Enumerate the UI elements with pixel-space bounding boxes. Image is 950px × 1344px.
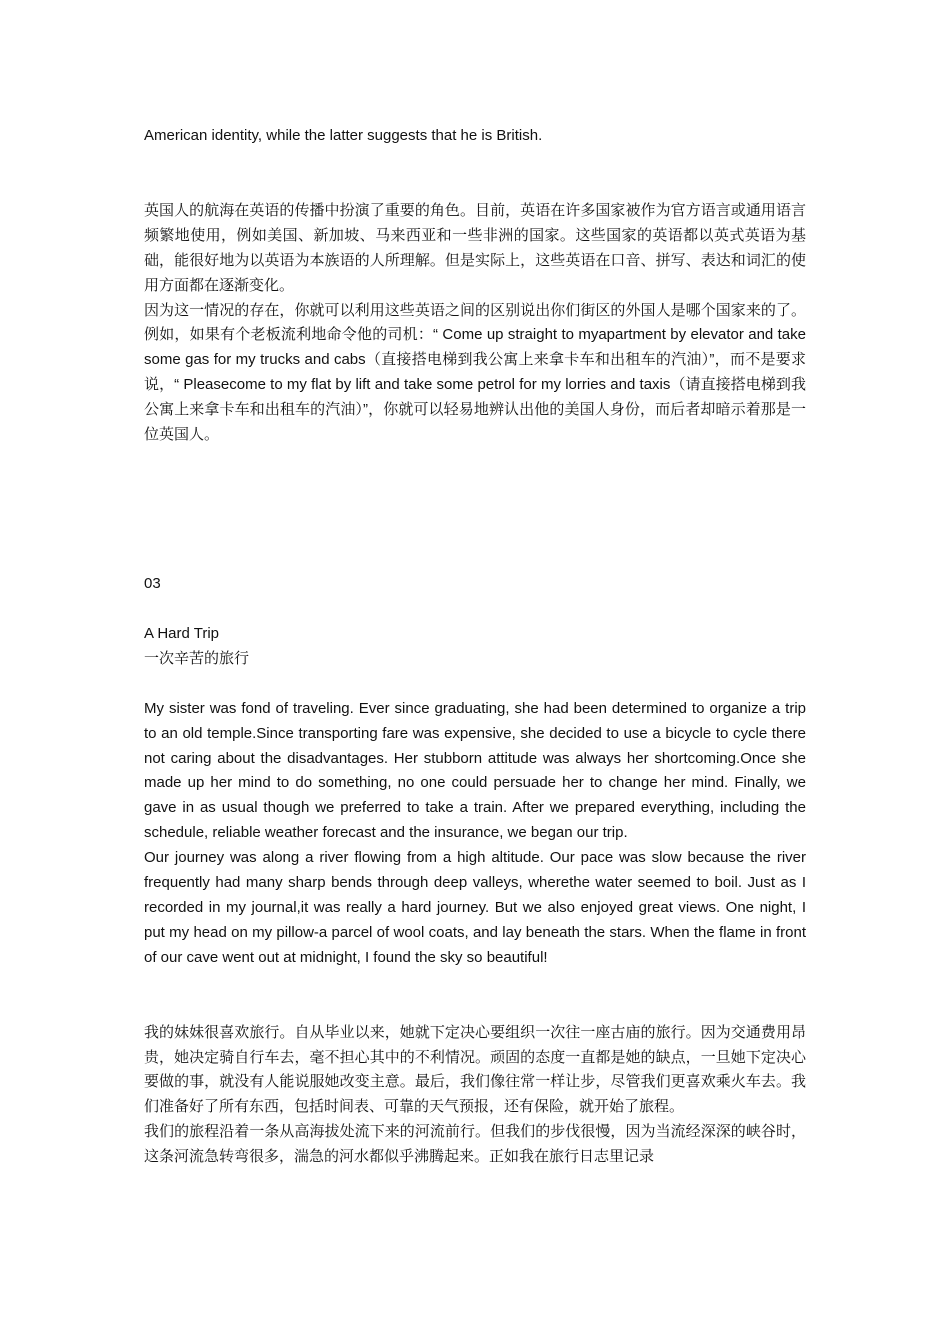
spacer: [144, 672, 806, 697]
english-paragraph-2: Our journey was along a river flowing from a high altitude. Our pace was slow because the river frequently had many sharp bends through deep valleys, wherethe water seemed to boil. Just as I recorded in my journal,it was really a hard journey. But we also enjoyed great views. One night, I put my head on my pillow-a parcel of wool coats, and lay beneath the stars. When the flame in front of our cave went out at midnight, I found the sky so beautiful!: [144, 849, 806, 966]
spacer: [144, 448, 806, 572]
chinese-paragraph-1: 英国人的航海在英语的传播中扮演了重要的角色。目前，英语在许多国家被作为官方语言或通用语言频繁地使用，例如美国、新加坡、马来西亚和一些非洲的国家。这些国家的英语都以英式英语为基础，能很好地为以英语为本族语的人所理解。但是实际上，这些英语在口音、拼写、表达和词汇的使用方面都在逐渐变化。: [144, 201, 806, 294]
chinese-paragraph-4: 我们的旅程沿着一条从高海拔处流下来的河流前行。但我们的步伐很慢，因为当流经深深的峡谷时，这条河流急转弯很多，湍急的河水都似乎沸腾起来。正如我在旅行日志里记录: [144, 1123, 806, 1166]
spacer: [144, 149, 806, 199]
section-number: 03: [144, 574, 161, 592]
chinese-paragraph-2: 因为这一情况的存在，你就可以利用这些英语之间的区别说出你们街区的外国人是哪个国家来的了。例如，如果有个老板流利地命令他的司机：“ Come up straight to myapartment by elevator and take some gas for my trucks and cabs（直接搭电梯到我公寓上来拿卡车和出租车的汽油）”，而不是要求说，“ Pleasecome to my flat by lift and take some petrol for my lorries and taxis（请直接搭电梯到我公寓上来拿卡车和出租车的汽油）”，你就可以轻易地辨认出他的美国人身份，而后者却暗示着那是一位英国人。: [144, 301, 806, 444]
section-title-english: A Hard Trip: [144, 624, 220, 642]
spacer: [144, 971, 806, 1021]
intro-tail-paragraph: American identity, while the latter suggests that he is British.: [144, 127, 543, 144]
section-title-chinese: 一次辛苦的旅行: [144, 649, 250, 667]
document-page: [144, 124, 806, 1170]
chinese-paragraph-3: 我的妹妹很喜欢旅行。自从毕业以来，她就下定决心要组织一次往一座古庙的旅行。因为交通费用昂贵，她决定骑自行车去，毫不担心其中的不利情况。顽固的态度一直都是她的缺点，一旦她下定决心要做的事，就没有人能说服她改变主意。最后，我们像往常一样让步，尽管我们更喜欢乘火车去。我们准备好了所有东西，包括时间表、可靠的天气预报，还有保险，就开始了旅程。: [144, 1023, 806, 1116]
spacer: [144, 597, 806, 622]
english-paragraph-1: My sister was fond of traveling. Ever since graduating, she had been determined to organize a trip to an old temple.Since transporting fare was expensive, she decided to use a bicycle to cycle there not caring about the disadvantages. Her stubborn attitude was always her shortcoming.Once she made up her mind to do something, no one could persuade her to change her mind. Finally, we gave in as usual though we preferred to take a train. After we prepared everything, including the schedule, reliable weather forecast and the insurance, we began our trip.: [144, 699, 806, 842]
